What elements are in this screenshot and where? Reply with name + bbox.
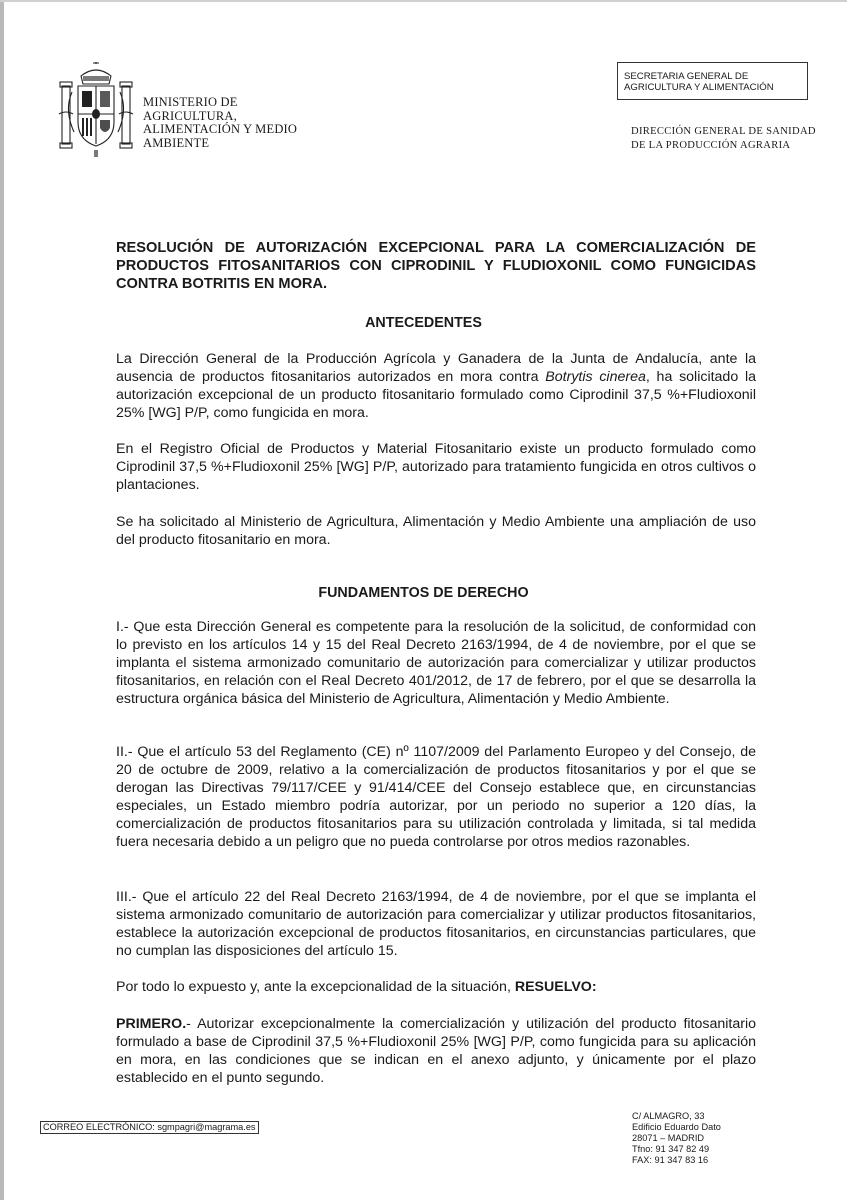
fundamento-3: III.- Que el artículo 22 del Real Decreto 2163/1994, de 4 de noviembre, por el que se implanta el sistema armonizado comunitario de autorización para comercializar y utilizar productos fitosanitarios, establece la autorización excepcional de productos fitosanitarios, en circunstancias particulares, que no cumplan las disposiciones del artículo 15.: [116, 889, 756, 959]
scan-edge-top: [0, 0, 847, 2]
document-title: RESOLUCIÓN DE AUTORIZACIÓN EXCEPCIONAL PARA LA COMERCIALIZACIÓN DE PRODUCTOS FITOSANITARIOS CON CIPRODINIL Y FLUDIOXONIL COMO FUNGICIDAS CONTRA BOTRITIS EN MORA.: [116, 240, 756, 292]
fundamento-2: II.- Que el artículo 53 del Reglamento (CE) nº 1107/2009 del Parlamento Europeo y del Consejo, de 20 de octubre de 2009, relativo a la comercialización de productos fitosanitarios y por el que se derogan las Directivas 79/117/CEE y 91/414/CEE del Consejo establece que, en circunstancias especiales, un Estado miembro podría autorizar, por un periodo no superior a 120 días, la comercialización de productos fitosanitarios para su utilización controlada y limitada, si tal medida fuera necesaria debido a un peligro que no pueda controlarse por otros medios razonables.: [116, 744, 756, 850]
ministry-name: MINISTERIO DE AGRICULTURA, ALIMENTACIÓN Y MEDIO AMBIENTE: [143, 95, 298, 150]
secretaria-box: SECRETARIA GENERAL DE AGRICULTURA Y ALIMENTACIÓN: [617, 62, 808, 100]
direccion-general: DIRECCIÓN GENERAL DE SANIDAD DE LA PRODUCCIÓN AGRARIA: [631, 126, 816, 151]
coat-of-arms-icon: [54, 62, 138, 158]
resuelvo-paragraph: Por todo lo expuesto y, ante la excepcionalidad de la situación, RESUELVO:: [116, 979, 597, 995]
antecedentes-paragraph-1: La Dirección General de la Producción Agrícola y Ganadera de la Junta de Andalucía, ante la ausencia de productos fitosanitarios autorizados en mora contra Botrytis cinerea, ha solicitado la autorización excepcional de un producto fitosanitario formulado como Ciprodinil 37,5 %+Fludioxonil 25% [WG] P/P, como fungicida en mora.: [116, 351, 756, 421]
antecedentes-paragraph-2: En el Registro Oficial de Productos y Material Fitosanitario existe un producto formulado como Ciprodinil 37,5 %+Fludioxonil 25% [WG] P/P, autorizado para tratamiento fungicida en otros cultivos o plantaciones.: [116, 441, 756, 493]
fundamento-1: I.- Que esta Dirección General es competente para la resolución de la solicitud, de conformidad con lo previsto en los artículos 14 y 15 del Real Decreto 2163/1994, de 4 de noviembre, por el que se implanta el sistema armonizado comunitario de autorización para comercializar y utilizar productos fitosanitarios, en relación con el Real Decreto 401/2012, de 17 de febrero, por el que se desarrolla la estructura orgánica básica del Ministerio de Agricultura, Alimentación y Medio Ambiente.: [116, 619, 756, 707]
antecedentes-paragraph-3: Se ha solicitado al Ministerio de Agricultura, Alimentación y Medio Ambiente una ampliación de uso del producto fitosanitario en mora.: [116, 514, 756, 548]
fundamentos-heading: FUNDAMENTOS DE DERECHO: [318, 585, 529, 601]
antecedentes-heading: ANTECEDENTES: [365, 315, 482, 331]
contact-email: CORREO ELECTRÓNICO: sgmpagri@magrama.es: [40, 1121, 259, 1134]
postal-address: C/ ALMAGRO, 33 Edificio Eduardo Dato 28071 – MADRID Tfno: 91 347 82 49 FAX: 91 347 83 16: [632, 1111, 721, 1165]
primero-paragraph: PRIMERO.- Autorizar excepcionalmente la comercialización y utilización del producto fitosanitario formulado a base de Ciprodinil 37,5 %+Fludioxonil 25% [WG] P/P, como fungicida para su aplicación en mora, en las condiciones que se indican en el anexo adjunto, y únicamente por el plazo establecido en el punto segundo.: [116, 1016, 756, 1086]
